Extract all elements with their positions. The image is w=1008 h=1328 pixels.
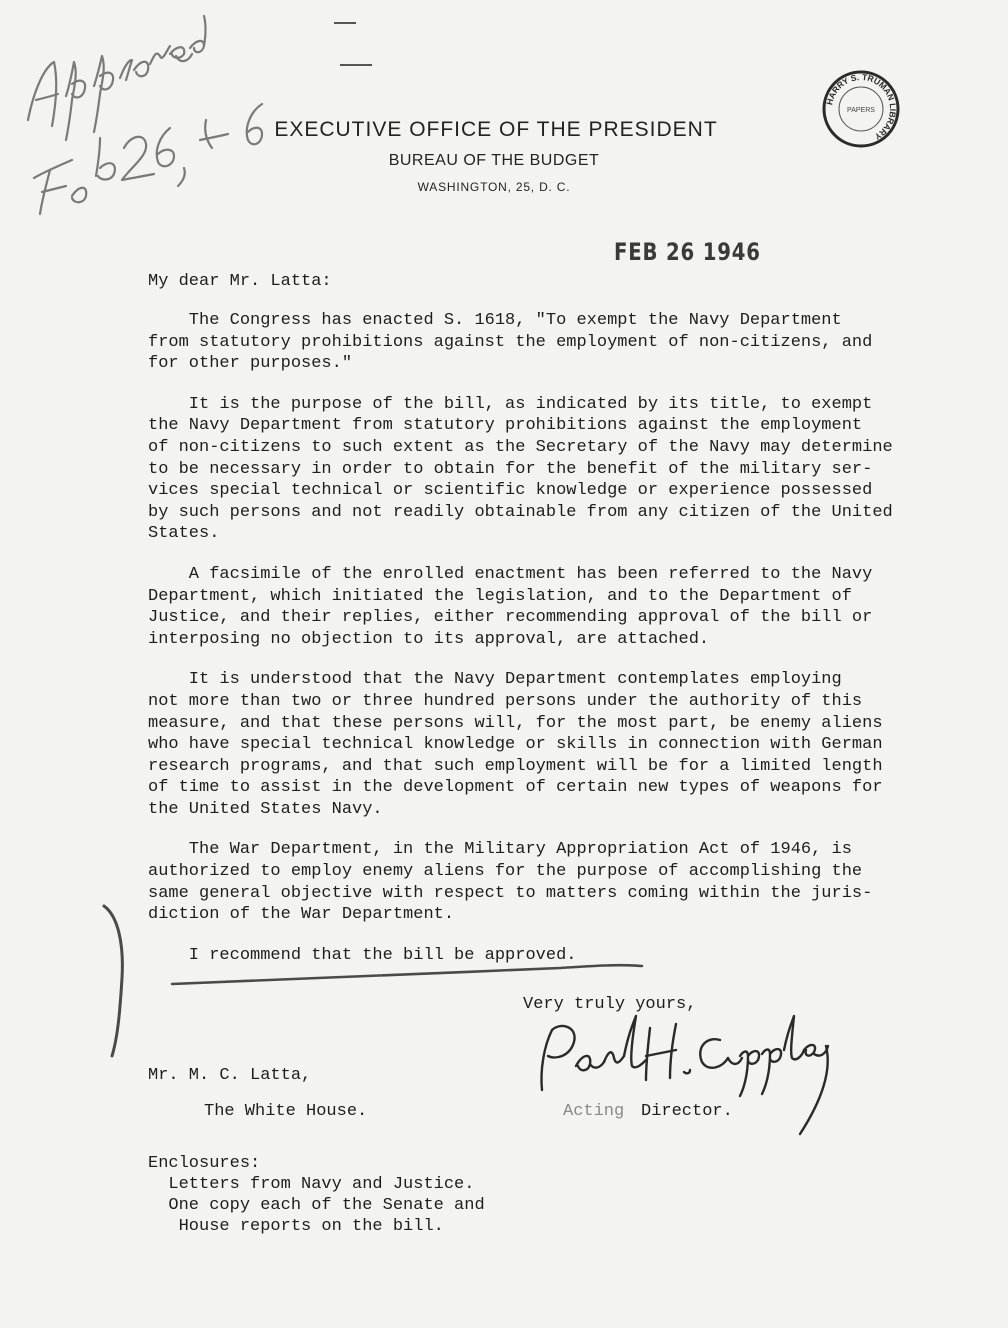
enclosure-item: House reports on the bill. — [148, 1217, 444, 1236]
letterhead-bureau: BUREAU OF THE BUDGET — [388, 152, 600, 169]
top-dash — [340, 64, 372, 66]
text-line: by such persons and not readily obtainable from any citizen of the United — [148, 502, 893, 522]
text-line: States. — [148, 524, 220, 544]
seal-inner-text: PAPERS — [847, 107, 875, 114]
letter-body — [148, 310, 948, 985]
text-line: the Navy Department from statutory prohibitions against the employment — [148, 416, 863, 436]
signer-acting: Acting — [563, 1102, 625, 1121]
text-line: It is understood that the Navy Department contemplates employing — [148, 670, 842, 690]
addressee-name: Mr. M. C. Latta, — [148, 1066, 312, 1085]
text-line: to be necessary in order to obtain for the benefit of the military ser- — [148, 459, 873, 479]
text-line: diction of the War Department. — [148, 905, 455, 925]
enclosures — [148, 1153, 485, 1237]
letterhead-city: WASHINGTON, 25, D. C. — [417, 180, 571, 194]
signer-title: Director. — [641, 1102, 733, 1121]
text-line: Justice, and their replies, either recommending approval of the bill or — [148, 608, 873, 628]
text-line: not more than two or three hundred persons under the authority of this — [148, 691, 863, 711]
text-line: of non-citizens to such extent as the Secretary of the Navy may determine — [148, 437, 893, 457]
text-line: Department, which initiated the legislation, and to the Department of — [148, 586, 852, 606]
text-line: The Congress has enacted S. 1618, "To exempt the Navy Department — [148, 311, 842, 330]
text-line: vices special technical or scientific knowledge or experience possessed — [148, 481, 873, 501]
text-line: I recommend that the bill be approved. — [148, 945, 577, 965]
top-dash — [334, 22, 356, 24]
closing: Very truly yours, — [523, 995, 697, 1014]
text-line: who have special technical knowledge or skills in connection with German — [148, 735, 883, 755]
seal-text: HARRY S. TRUMAN LIBRARY — [824, 71, 899, 142]
enclosures-label: Enclosures: — [148, 1154, 261, 1173]
paragraph — [148, 394, 948, 545]
paragraph — [148, 564, 948, 650]
addressee-place: The White House. — [204, 1102, 368, 1121]
paragraph — [148, 945, 948, 967]
text-line: A facsimile of the enrolled enactment has been referred to the Navy — [148, 564, 873, 584]
text-line: for other purposes." — [148, 354, 353, 374]
text-line: the United States Navy. — [148, 799, 383, 819]
text-line: The War Department, in the Military Appropriation Act of 1946, is — [148, 840, 852, 860]
text-line: same general objective with respect to matters coming within the juris- — [148, 883, 873, 903]
enclosure-item: One copy each of the Senate and — [148, 1196, 485, 1215]
text-line: research programs, and that such employment will be for a limited length — [148, 756, 883, 776]
text-line: It is the purpose of the bill, as indicated by its title, to exempt — [148, 394, 873, 414]
date-stamp: FEB 26 1946 — [614, 238, 761, 266]
letterhead-office: EXECUTIVE OFFICE OF THE PRESIDENT — [274, 118, 718, 141]
text-line: of time to assist in the development of certain new types of weapons for — [148, 778, 883, 798]
paragraph — [148, 310, 948, 375]
paragraph — [148, 669, 948, 820]
text-line: measure, and that these persons will, for the most part, be enemy aliens — [148, 713, 883, 733]
paragraph — [148, 839, 948, 925]
salutation: My dear Mr. Latta: — [148, 272, 332, 291]
text-line: authorized to employ enemy aliens for the purpose of accomplishing the — [148, 862, 863, 882]
text-line: interposing no objection to its approval, are attached. — [148, 629, 710, 649]
enclosure-item: Letters from Navy and Justice. — [148, 1175, 475, 1194]
text-line: from statutory prohibitions against the employment of non-citizens, and — [148, 332, 873, 352]
